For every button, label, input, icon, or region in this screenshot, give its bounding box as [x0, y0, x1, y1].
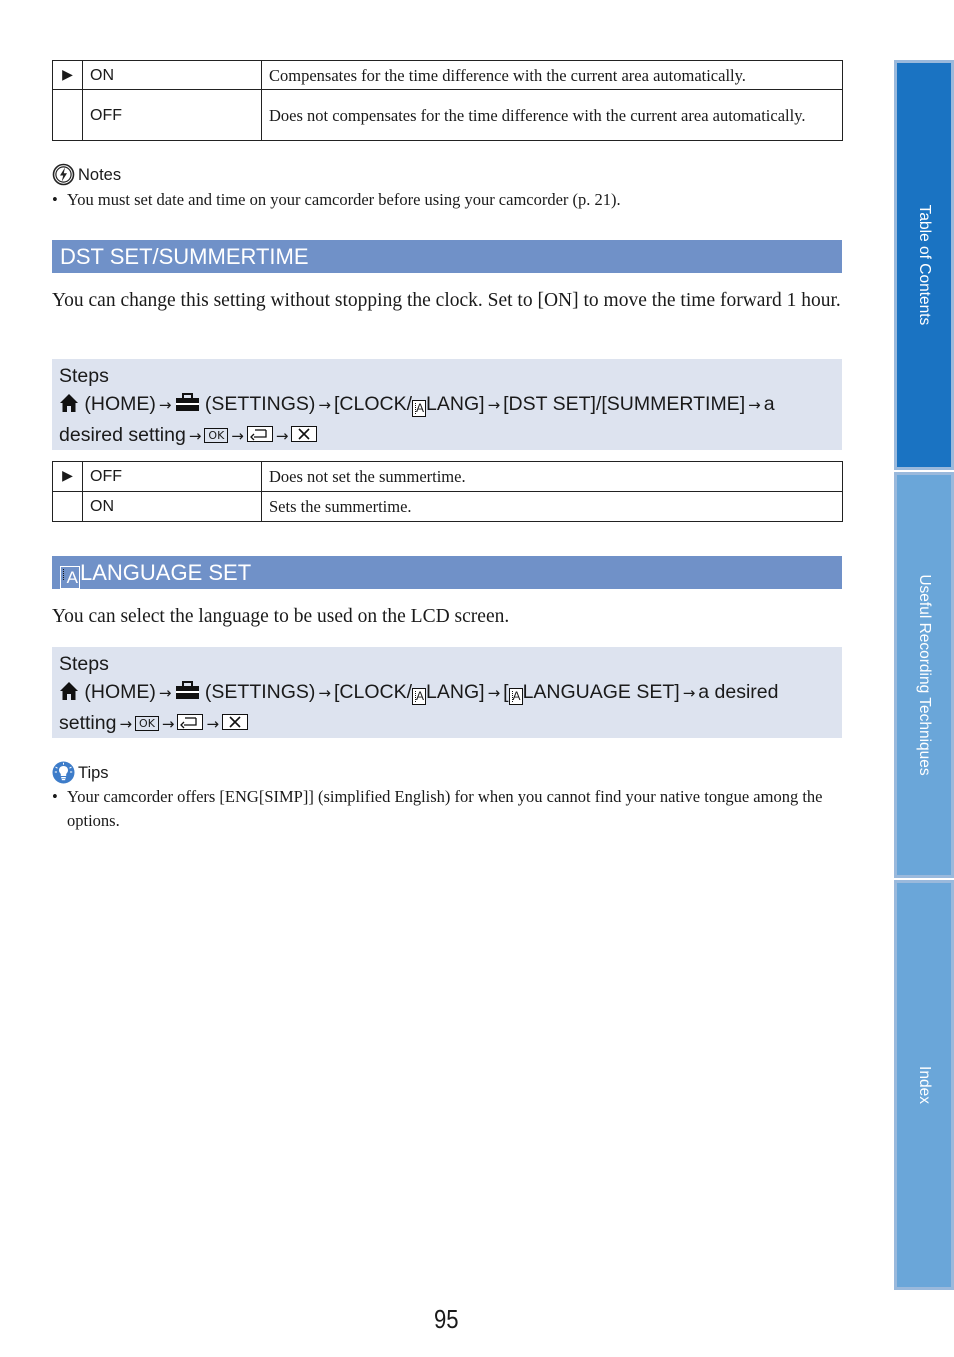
steps-heading: Steps: [59, 365, 109, 387]
language-title-text: LANGUAGE SET: [80, 560, 252, 585]
ok-button-icon: OK: [135, 716, 159, 731]
page-number: 95: [434, 1304, 459, 1334]
arrow-icon: →: [487, 684, 501, 702]
language-intro: You can select the language to be used on the LCD screen.: [52, 606, 510, 627]
table-row: [53, 61, 843, 90]
arrow-icon: →: [161, 715, 175, 733]
arrow-icon: →: [231, 427, 244, 445]
close-icon: [222, 710, 248, 738]
language-icon: A: [412, 688, 426, 705]
selected-default-marker: [53, 90, 83, 141]
option-name: ON: [83, 61, 262, 90]
arrow-icon: →: [318, 684, 331, 702]
arrow-icon: →: [748, 396, 761, 414]
home-icon: [59, 393, 79, 421]
side-tab-index[interactable]: [894, 880, 954, 1290]
table-row: [53, 462, 843, 492]
arrow-icon: →: [682, 684, 696, 702]
setting-label: setting: [59, 712, 117, 734]
option-description: Does not set the summertime.: [262, 462, 843, 492]
table-row: [53, 90, 843, 141]
arrow-icon: →: [188, 427, 202, 445]
home-label: (HOME): [84, 681, 156, 703]
option-name: ON: [83, 492, 262, 522]
menu-item-label: [DST SET]/[SUMMERTIME]: [503, 393, 746, 415]
arrow-icon: →: [206, 715, 220, 733]
arrow-icon: →: [158, 684, 172, 702]
selected-default-marker: ▶: [53, 462, 83, 492]
notes-heading: [52, 163, 121, 186]
return-icon: [177, 710, 203, 738]
clock-label: [CLOCK/: [334, 681, 413, 703]
option-name: OFF: [83, 90, 262, 141]
arrow-icon: →: [119, 715, 133, 733]
desired-setting-label: a desired: [698, 681, 779, 703]
toolbox-icon: [175, 392, 200, 420]
tips-heading: [52, 761, 109, 784]
language-icon: A: [60, 566, 80, 589]
language-icon: A: [412, 400, 426, 417]
close-icon: [291, 422, 317, 450]
notes-item-text: You must set date and time on your camcorder before using your camcorder (p. 21).: [67, 190, 621, 209]
table-row: [53, 492, 843, 522]
arrow-icon: →: [275, 427, 289, 445]
lang-label: LANG]: [426, 393, 485, 415]
ok-button-icon: OK: [204, 428, 228, 443]
home-label: (HOME): [84, 393, 156, 415]
option-name: OFF: [83, 462, 262, 492]
steps-path: [59, 390, 832, 450]
home-icon: [59, 681, 79, 709]
notes-icon: [52, 163, 75, 186]
tips-item-text: Your camcorder offers [ENG[SIMP]] (simplified English) for when you cannot find your native tongue among the options.: [67, 787, 823, 830]
settings-label: (SETTINGS): [204, 393, 316, 415]
selected-default-marker: [53, 492, 83, 522]
side-tab-label: Table of Contents: [916, 204, 933, 326]
settings-label: (SETTINGS): [204, 681, 316, 703]
dst-intro: You can change this setting without stopping the clock. Set to [ON] to move the time forward 1 hour.: [52, 290, 841, 311]
time-difference-table: [52, 60, 843, 141]
arrow-icon: →: [487, 396, 501, 414]
tips-icon: [52, 761, 75, 784]
option-description: Compensates for the time difference with the current area automatically.: [262, 61, 843, 90]
dst-options-table: [52, 461, 843, 522]
language-section-title: [52, 556, 842, 589]
menu-item-label: LANGUAGE SET]: [522, 681, 680, 703]
desired-setting-label: a desired setting: [59, 393, 775, 446]
toolbox-icon: [175, 680, 200, 708]
tips-item: • Your camcorder offers [ENG[SIMP]] (simplified English) for when you cannot find your native tongue among the options.: [52, 787, 823, 830]
arrow-icon: →: [318, 396, 331, 414]
dst-steps-box: [52, 359, 842, 450]
return-icon: [247, 422, 273, 450]
selected-default-marker: ▶: [53, 61, 83, 90]
side-tab-table-of-contents[interactable]: [894, 60, 954, 470]
bracket-label: [: [503, 681, 509, 703]
lang-label: LANG]: [426, 681, 485, 703]
side-tab-label: Index: [916, 1066, 933, 1104]
steps-heading: Steps: [59, 653, 109, 675]
steps-path-continued: [59, 709, 832, 738]
side-tab-label: Useful Recording Techniques: [916, 574, 933, 776]
language-steps-box: [52, 647, 842, 738]
language-icon: A: [509, 688, 523, 705]
dst-section-title: DST SET/SUMMERTIME: [52, 240, 842, 273]
option-description: Does not compensates for the time difference with the current area automatically.: [262, 90, 843, 141]
option-description: Sets the summertime.: [262, 492, 843, 522]
steps-path: [59, 678, 832, 709]
arrow-icon: →: [158, 396, 172, 414]
side-tab-useful-recording-techniques[interactable]: [894, 472, 954, 878]
clock-label: [CLOCK/: [334, 393, 413, 415]
notes-label: Notes: [78, 165, 122, 184]
notes-item: • You must set date and time on your camcorder before using your camcorder (p. 21).: [52, 190, 621, 209]
tips-label: Tips: [78, 763, 109, 782]
